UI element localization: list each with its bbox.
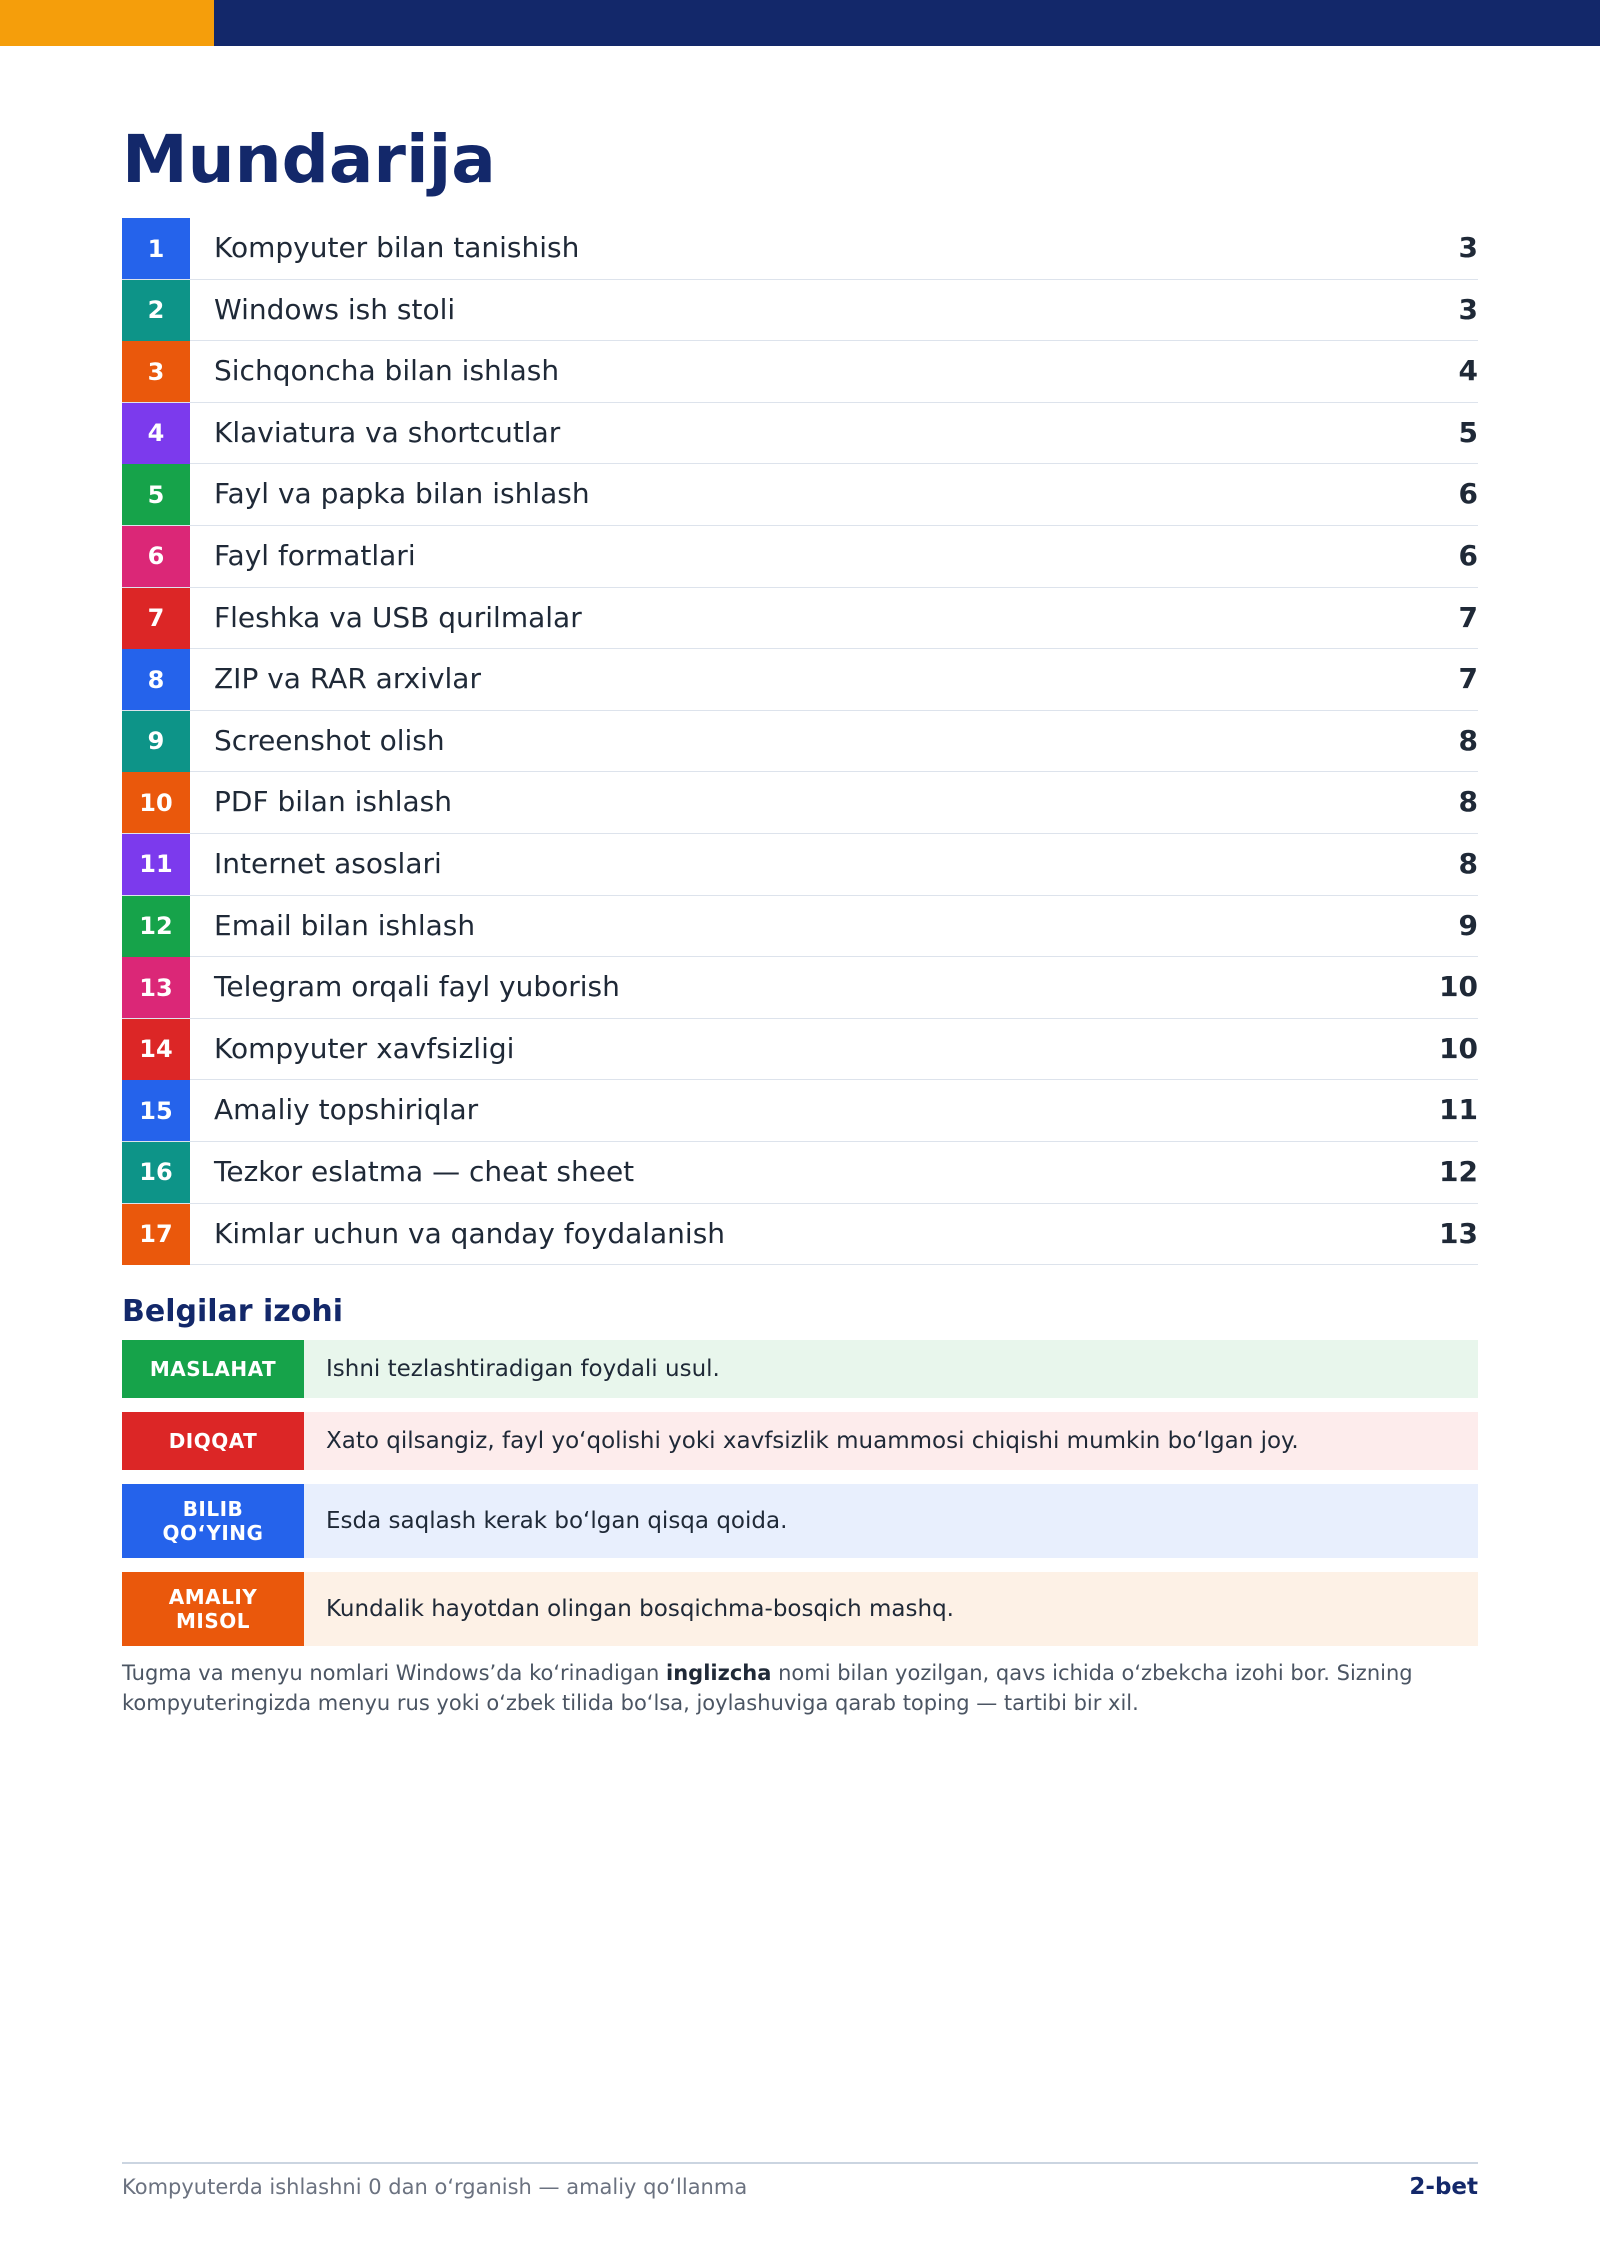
toc-row[interactable] (122, 588, 1478, 650)
toc-row[interactable] (122, 649, 1478, 711)
toc-number-badge: 7 (122, 588, 190, 649)
toc-page-number: 7 (1458, 600, 1478, 634)
toc-page-number: 8 (1458, 723, 1478, 757)
toc-entry-title: Klaviatura va shortcutlar (214, 415, 561, 449)
legend-description: Esda saqlash kerak bo‘lgan qisqa qoida. (304, 1484, 1478, 1558)
toc-row[interactable] (122, 1019, 1478, 1081)
legend-description: Ishni tezlashtiradigan foydali usul. (304, 1340, 1478, 1398)
note-paragraph (122, 1658, 1478, 1718)
toc-page-number: 5 (1458, 415, 1478, 449)
legend-tag: BILIB QO‘YING (122, 1484, 304, 1558)
toc-entry-title: Tezkor eslatma — cheat sheet (214, 1154, 635, 1188)
toc-row[interactable] (122, 464, 1478, 526)
toc-number-badge: 5 (122, 464, 190, 525)
toc-row[interactable] (122, 403, 1478, 465)
toc-number-badge: 9 (122, 711, 190, 772)
toc-row[interactable] (122, 341, 1478, 403)
toc-number-badge: 2 (122, 280, 190, 341)
toc-row[interactable] (122, 834, 1478, 896)
toc-page-number: 10 (1439, 970, 1478, 1004)
legend-description: Xato qilsangiz, fayl yo‘qolishi yoki xavfsizlik muammosi chiqishi mumkin bo‘lgan joy. (304, 1412, 1478, 1470)
toc-page-number: 13 (1439, 1216, 1478, 1250)
top-bar (0, 0, 1600, 46)
toc-entry-title: Email bilan ishlash (214, 908, 476, 942)
toc-row[interactable] (122, 772, 1478, 834)
toc-entry-title: Kompyuter bilan tanishish (214, 231, 580, 264)
toc-page-number: 12 (1439, 1154, 1478, 1188)
legend-tag: DIQQAT (122, 1412, 304, 1470)
legend-row (122, 1484, 1478, 1558)
toc-number-badge: 11 (122, 834, 190, 895)
legend-row (122, 1340, 1478, 1398)
toc-row[interactable] (122, 1080, 1478, 1142)
toc-number-badge: 13 (122, 957, 190, 1018)
toc-entry-title: Fleshka va USB qurilmalar (214, 600, 582, 634)
toc-number-badge: 4 (122, 403, 190, 464)
toc-entry-title: Fayl va papka bilan ishlash (214, 477, 590, 511)
footer-divider (122, 2162, 1478, 2164)
toc-page-number: 9 (1458, 908, 1478, 942)
toc-entry-title: Kompyuter xavfsizligi (214, 1031, 515, 1065)
toc-page-number: 3 (1458, 231, 1478, 264)
legend-description: Kundalik hayotdan olingan bosqichma-bosqich mashq. (304, 1572, 1478, 1646)
toc-page-number: 8 (1458, 785, 1478, 819)
toc-number-badge: 12 (122, 896, 190, 957)
toc-entry-title: Screenshot olish (214, 723, 445, 757)
toc-entry-title: Internet asoslari (214, 846, 442, 880)
toc-page-number: 4 (1458, 354, 1478, 388)
toc-number-badge: 17 (122, 1204, 190, 1265)
toc-page-number: 11 (1439, 1093, 1478, 1127)
toc-number-badge: 14 (122, 1019, 190, 1080)
toc-page-number: 6 (1458, 538, 1478, 572)
toc-row[interactable] (122, 1142, 1478, 1204)
toc-row[interactable] (122, 280, 1478, 342)
legend-row (122, 1572, 1478, 1646)
toc-entry-title: Telegram orqali fayl yuborish (214, 970, 620, 1004)
toc-row[interactable] (122, 218, 1478, 280)
toc-number-badge: 3 (122, 341, 190, 402)
toc-page-number: 7 (1458, 662, 1478, 696)
top-bar-accent (0, 0, 214, 46)
toc-entry-title: Kimlar uchun va qanday foydalanish (214, 1216, 726, 1250)
note-text-end: nomi bilan yozilgan, qavs ichida o‘zbekcha izohi bor. Sizning kompyuteringizda menyu rus yoki o‘zbek tilida bo‘lsa, joylashuviga qarab toping — tartibi bir xil. (122, 1661, 1413, 1715)
toc-page-number: 6 (1458, 477, 1478, 511)
toc-number-badge: 8 (122, 649, 190, 710)
toc-entry-title: Fayl formatlari (214, 538, 416, 572)
note-text-start: Tugma va menyu nomlari Windows’da ko‘rinadigan (122, 1661, 667, 1685)
toc-page-number: 3 (1458, 292, 1478, 326)
toc-number-badge: 10 (122, 772, 190, 833)
toc-number-badge: 16 (122, 1142, 190, 1203)
table-of-contents (122, 218, 1478, 1265)
toc-entry-title: PDF bilan ishlash (214, 785, 452, 819)
legend-tag: MASLAHAT (122, 1340, 304, 1398)
toc-page-number: 8 (1458, 846, 1478, 880)
toc-entry-title: ZIP va RAR arxivlar (214, 662, 481, 696)
legend-row (122, 1412, 1478, 1470)
toc-entry-title: Sichqoncha bilan ishlash (214, 354, 560, 388)
toc-entry-title: Windows ish stoli (214, 292, 456, 326)
page-number: 2-bet (1409, 2174, 1478, 2200)
toc-row[interactable] (122, 526, 1478, 588)
footer-text: Kompyuterda ishlashni 0 dan o‘rganish — amaliy qo‘llanma (122, 2175, 748, 2199)
toc-number-badge: 15 (122, 1080, 190, 1141)
toc-row[interactable] (122, 711, 1478, 773)
toc-number-badge: 1 (122, 218, 190, 279)
note-bold-word: inglizcha (666, 1661, 772, 1685)
toc-row[interactable] (122, 957, 1478, 1019)
toc-page-number: 10 (1439, 1031, 1478, 1065)
page-title: Mundarija (122, 121, 496, 198)
toc-row[interactable] (122, 1204, 1478, 1265)
legend-title: Belgilar izohi (122, 1294, 344, 1329)
legend-tag: AMALIY MISOL (122, 1572, 304, 1646)
toc-number-badge: 6 (122, 526, 190, 587)
toc-entry-title: Amaliy topshiriqlar (214, 1093, 479, 1127)
toc-row[interactable] (122, 896, 1478, 958)
